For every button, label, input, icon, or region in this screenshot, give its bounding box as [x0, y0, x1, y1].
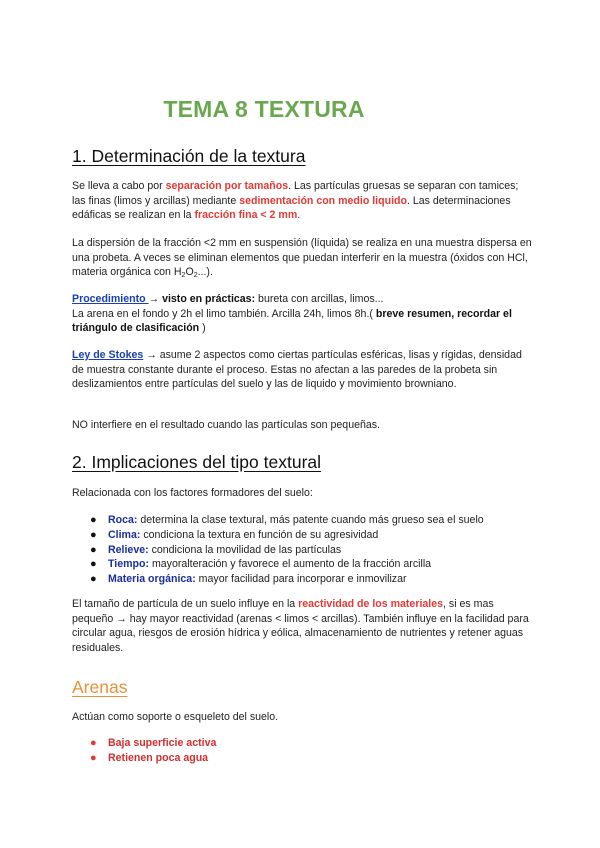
- text: bureta con arcillas, limos...: [255, 293, 384, 305]
- bullet-icon: ●: [90, 737, 97, 749]
- list-item: [72, 736, 542, 751]
- stokes-link[interactable]: Ley de Stokes: [72, 349, 144, 361]
- list-text: determina la clase textural, más patente cuando más grueso sea el suelo: [137, 514, 484, 526]
- highlight-text: separación por tamaños: [165, 180, 289, 192]
- bullet-icon: ●: [90, 558, 97, 571]
- arenas-heading: Arenas: [72, 677, 128, 697]
- text: La dispersión de la fracción <2 mm en suspensión (líquida) se realiza en una muestra dispersa en una probeta. A veces se eliminan elementos que puedan interferir en la muestra (óxidos con HCl, materia orgánica con H: [72, 237, 532, 279]
- factors-list: [72, 513, 542, 587]
- list-text: mayor facilidad para incorporar e inmovilizar: [195, 573, 407, 586]
- bullet-icon: ●: [90, 528, 97, 541]
- list-item: [72, 751, 542, 766]
- highlight-text: fracción fina < 2 mm: [194, 209, 298, 222]
- list-text: condiciona la movilidad de las partículas: [148, 543, 342, 556]
- text: La arena en el fondo y 2h el limo también. Arcilla 24h, limos 8h.(: [72, 307, 376, 320]
- section1-paragraph-1: [72, 179, 532, 223]
- highlight-text: sedimentación con medio liquido: [239, 194, 407, 207]
- text: El tamaño de partícula de un suelo influye en la: [72, 598, 299, 610]
- list-text: Baja superficie activa: [108, 737, 217, 749]
- subscript: 2: [181, 272, 186, 280]
- procedimiento-link[interactable]: Procedimiento: [72, 293, 149, 305]
- text: Se lleva a cabo por: [72, 180, 166, 192]
- bullet-icon: ●: [90, 573, 97, 586]
- bullet-icon: ●: [90, 543, 97, 556]
- section1-paragraph-3: [72, 292, 532, 336]
- subscript: 2: [193, 272, 198, 280]
- arenas-intro: Actúan como soporte o esqueleto del suelo.: [72, 711, 279, 723]
- list-term: Materia orgánica:: [108, 573, 196, 586]
- section1-heading: 1. Determinación de la textura: [72, 146, 306, 166]
- text: O: [185, 266, 194, 279]
- list-term: Relieve:: [108, 543, 149, 556]
- text: . Las partículas gruesas se separan con tamices; las finas (limos y arcillas) mediante: [72, 180, 519, 207]
- list-item: [72, 557, 542, 572]
- section1-paragraph-2: [72, 236, 532, 284]
- list-text: Retienen poca agua: [108, 751, 209, 764]
- text: ...).: [197, 266, 213, 279]
- text: ): [199, 322, 206, 335]
- text: , si es mas pequeño → hay mayor reactividad (arenas < limos < arcillas). También influye en la facilidad para circular agua, riesgos de erosión hídrica y eólica, almacenamiento de nutrientes y retener aguas residuales.: [72, 598, 529, 654]
- section1-paragraph-4: [72, 348, 532, 392]
- highlight-text: reactividad de los materiales: [298, 598, 444, 610]
- text: .: [297, 209, 301, 222]
- list-item: [72, 543, 542, 558]
- list-text: condiciona la textura en función de su agresividad: [140, 528, 379, 541]
- section1-paragraph-5: NO interfiere en el resultado cuando las partículas son pequeñas.: [72, 419, 380, 431]
- list-item: [72, 513, 542, 528]
- bullet-icon: ●: [90, 514, 97, 526]
- arenas-list: [72, 736, 542, 766]
- list-item: [72, 528, 542, 543]
- bold-text: breve resumen, recordar el triángulo de clasificación: [72, 307, 512, 335]
- list-term: Clima:: [108, 528, 141, 541]
- arrow-text: →: [148, 293, 163, 305]
- bullet-icon: ●: [90, 751, 97, 764]
- section2-intro: Relacionada con los factores formadores del suelo:: [72, 487, 313, 499]
- page-title: TEMA 8 TEXTURA: [163, 96, 365, 122]
- section2-heading: 2. Implicaciones del tipo textural: [72, 452, 322, 472]
- text: → asume 2 aspectos como ciertas partículas esféricas, lisas y rígidas, densidad de muestra constante durante el proceso. Estas no afectan a las paredes de la probeta sin deslizamientos entre partículas del suelo y las de liquido y movimiento browniano.: [72, 349, 522, 391]
- section2-paragraph: [72, 597, 532, 655]
- list-text: mayoralteración y favorece el aumento de la fracción arcilla: [149, 558, 432, 571]
- list-item: [72, 572, 542, 587]
- text: . Las determinaciones edáficas se realizan en la: [72, 194, 511, 222]
- bold-text: visto en prácticas:: [162, 293, 256, 305]
- list-term: Roca:: [108, 514, 138, 526]
- list-term: Tiempo:: [108, 558, 150, 571]
